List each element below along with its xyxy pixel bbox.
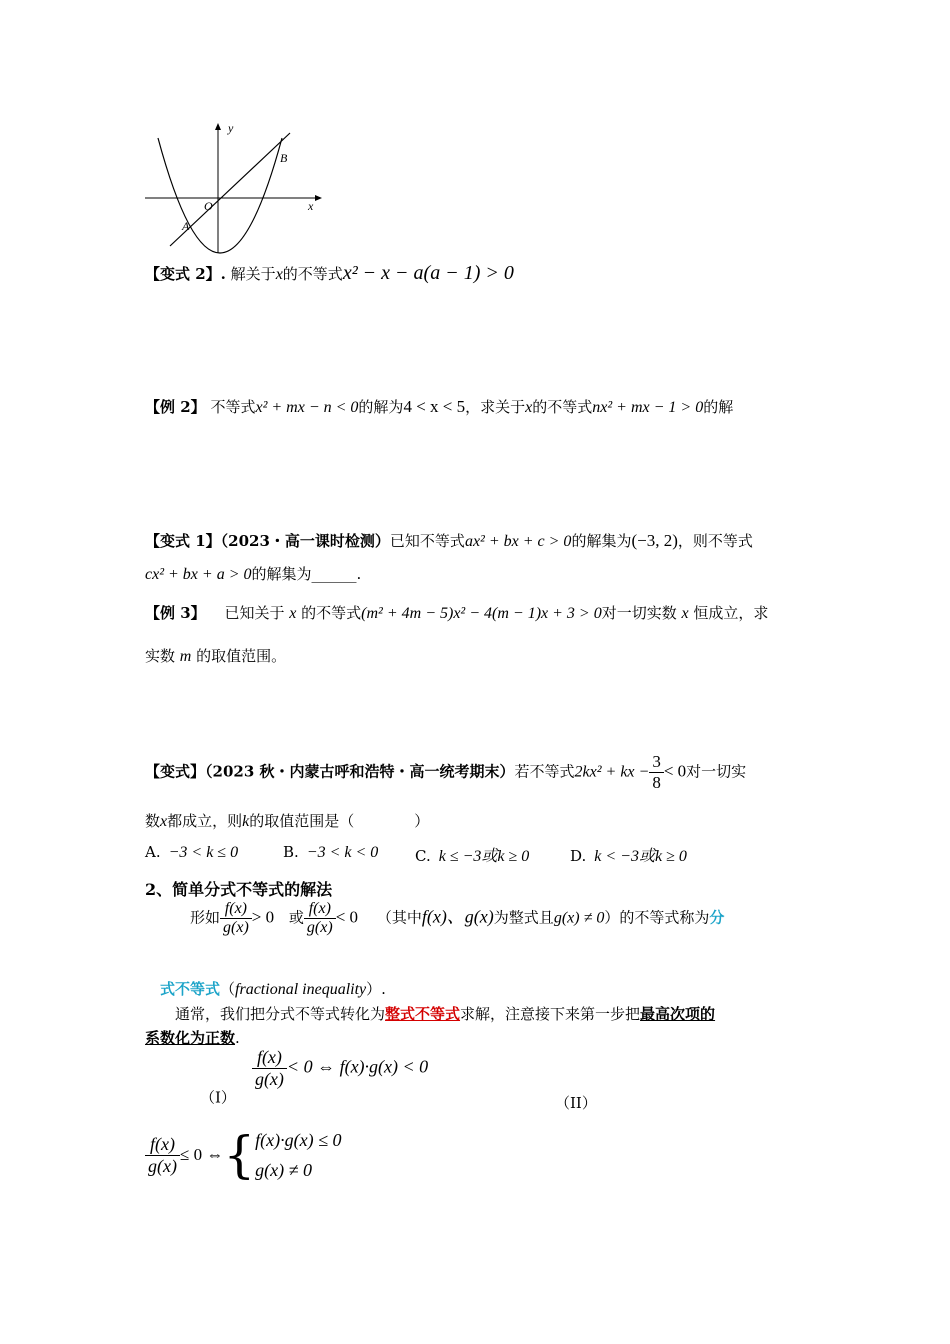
x-axis-label: x [308,199,314,213]
example2-t2: 的解为 [358,398,404,416]
rule2-frac-den: g(x) [148,1155,177,1176]
point-a-label: A [182,219,190,233]
variant3-source: （2023 秋・内蒙古呼和浩特・高一统考期末） [205,762,515,781]
method-paragraph-line2 [145,1027,240,1048]
rule2-frac [145,1134,180,1177]
variant3-t1: 若不等式 [514,762,575,781]
def-lt0: < 0 [335,907,359,927]
rule1 [200,1047,428,1108]
option-c-key: C. [415,847,431,865]
option-d-key: D. [570,847,587,865]
variant1-problem-line2 [145,563,361,584]
variant3-v1: x [160,813,168,830]
variant2-problem [145,262,514,285]
variant3-f1a: 2kx² + kx − [574,763,650,781]
p2-red: 整式不等式 [385,1005,461,1023]
p2-ul1: 最高次项的 [640,1005,716,1023]
def-frac2-den: g(x) [306,919,333,936]
example3-problem-line2 [145,645,286,666]
example3-t2: 的不等式 [301,604,362,622]
example2-problem [145,396,733,417]
section2-heading: 2、简单分式不等式的解法 [145,880,333,899]
rule2-frac-num: f(x) [145,1134,180,1156]
y-axis-arrow [215,123,221,130]
variant3-frac-den: 8 [652,773,661,792]
example3-v1: x [289,605,297,622]
rule2-line2: g(x) ≠ 0 [255,1160,312,1180]
example3-v3: m [179,648,192,665]
definition-line [190,900,724,937]
option-a-key: A. [145,843,161,861]
variant3-problem-line2 [145,810,429,831]
option-b-expr: −3 < k < 0 [306,844,379,861]
variant3-t5: 的取值范围是（ ） [249,812,430,830]
def-gt0: > 0 [251,907,275,927]
option-a[interactable] [145,843,238,862]
option-c[interactable] [415,843,529,866]
example2-t4: 的不等式 [532,398,593,416]
variant3-t2: 对一切实 [686,762,747,781]
def-p1c: （其中 [376,908,422,927]
variant2-text: 解关于 [230,265,276,283]
def-p1g: ）的不等式称为 [604,908,710,927]
variant3-f1b: < 0 [663,761,687,781]
variant3-problem-line1 [145,752,746,793]
example2-t5: 的解 [703,398,734,416]
variant2-label: 【变式 2】. [145,265,226,283]
def-term-en-close: ）. [366,980,386,998]
rule2-system [255,1125,341,1185]
example3-problem-line1 [145,602,768,623]
example2-f4: nx² + mx − 1 > 0 [592,399,704,416]
rule2-line1: f(x)·g(x) ≤ 0 [255,1130,342,1150]
variant2-formula: x² − x − a(a − 1) > 0 [342,262,514,284]
def-frac1-num: f(x) [220,900,252,919]
variant1-t3: ，则不等式 [677,532,753,550]
variant1-t4: 的解集为______. [251,565,362,583]
rule1-rhs: < 0 ⇔ f(x)·g(x) < 0 [286,1056,429,1077]
rule1-frac-num: f(x) [252,1047,287,1069]
example3-t3: 对一切实数 [601,604,677,622]
rule1-label: （I） [200,1088,236,1107]
example3-v2: x [681,605,689,622]
option-b-key: B. [283,843,299,861]
example2-t3: ，求关于 [465,398,526,416]
example2-label: 【例 2】 [145,398,206,416]
p2-end: . [235,1029,240,1047]
variant1-problem-line1 [145,530,753,551]
def-p1a: 形如 [190,908,221,927]
variant3-frac-num: 3 [649,752,664,773]
parabola-curve [158,138,282,253]
example3-t6: 的取值范围。 [196,647,287,665]
def-frac2 [304,900,336,937]
p2b: 求解，注意接下来第一步把 [460,1005,641,1023]
example3-t4: 恒成立，求 [693,604,769,622]
definition-line2 [160,978,386,999]
example2-f3: x [525,399,533,416]
variant2-text2: 的不等式 [282,265,343,283]
example3-label: 【例 3】 [145,604,206,622]
rule1-frac [252,1047,287,1090]
option-a-expr: −3 < k ≤ 0 [168,844,239,861]
def-frac1 [220,900,252,937]
def-frac1-den: g(x) [223,919,249,936]
rule2 [145,1125,341,1185]
option-c-expr: k ≤ −3或k ≥ 0 [438,848,530,865]
example3-t1: 已知关于 [224,604,285,622]
variant3-label: 【变式】 [145,762,206,781]
p2-ul2: 系数化为正数 [145,1029,236,1047]
variant3-fraction [649,752,664,793]
variant1-f3: cx² + bx + a > 0 [145,566,252,583]
def-p1f: g(x) ≠ 0 [553,909,605,927]
def-term-en-open: （ [220,980,236,998]
x-axis-arrow [315,195,322,201]
option-b[interactable] [283,843,378,862]
def-p1b: 或 [288,908,304,927]
parabola-line-graph [140,118,340,258]
variant1-t1: 已知不等式 [389,532,465,550]
variant1-f1: ax² + bx + c > 0 [464,533,572,550]
variant1-t2: 的解集为 [571,532,632,550]
rule1-frac-den: g(x) [254,1069,284,1089]
def-term1: 分 [709,908,725,927]
example2-f1: x² + mx − n < 0 [255,399,359,416]
variant1-f2: (−3, 2) [631,531,678,550]
def-term-en: fractional inequality [235,981,367,998]
p2a: 通常，我们把分式不等式转化为 [175,1005,386,1023]
rule2-op: ≤ 0 ⇔ [179,1145,224,1164]
example3-t5: 实数 [145,647,176,665]
example2-t1: 不等式 [210,398,256,416]
variant3-t4: 都成立，则 [167,812,243,830]
rule2-brace: { [223,1126,256,1184]
variant3-v2: k [242,813,250,830]
origin-label: O [204,199,213,213]
def-p1d: f(x)、g(x) [421,906,494,927]
y-axis-label: y [228,121,234,135]
def-frac2-num: f(x) [304,900,336,919]
point-b-label: B [280,151,288,165]
variant3-t3: 数 [145,812,161,830]
option-d-expr: k < −3或k ≥ 0 [594,848,687,865]
def-p1e: 为整式且 [493,908,554,927]
variant2-var: x [275,266,283,283]
rule2-label: （II） [555,1094,597,1112]
example3-f1: (m² + 4m − 5)x² − 4(m − 1)x + 3 > 0 [361,605,602,622]
variant1-source: （2023・高一课时检测） [220,532,390,550]
def-term2: 式不等式 [160,980,221,998]
method-paragraph-line1 [175,1003,715,1024]
example2-f2: 4 < x < 5 [403,397,466,416]
variant1-label: 【变式 1】 [145,532,221,550]
option-d[interactable] [570,843,687,866]
